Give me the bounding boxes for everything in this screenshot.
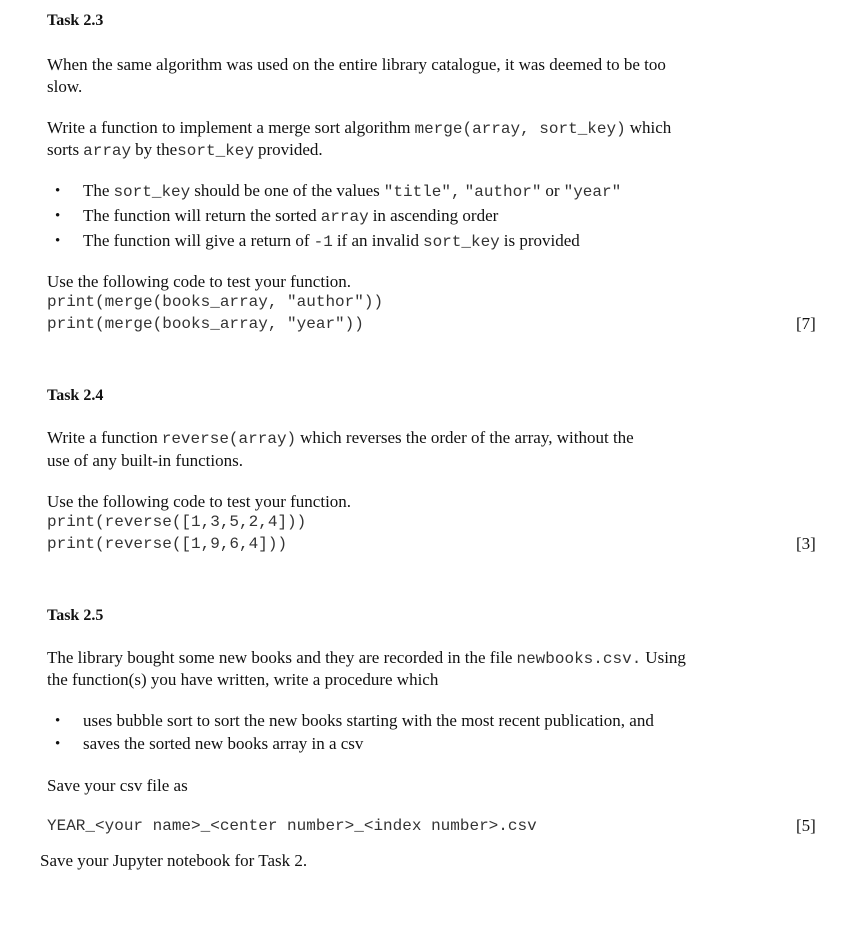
inline-code: array (83, 142, 132, 160)
text: sorts (47, 140, 80, 159)
text: The function will return the sorted (83, 206, 317, 225)
text: is provided (503, 231, 580, 250)
list-item (83, 181, 621, 202)
text: which (629, 118, 672, 137)
text: The library bought some new books and they are recorded in the file (47, 648, 513, 667)
task-2-4-test-intro: Use the following code to test your function. (47, 492, 352, 511)
code-line: print(merge(books_array, "author")) (47, 293, 384, 311)
text: or (545, 181, 560, 200)
bullet-icon: • (55, 208, 61, 224)
task-2-4-para1-line1 (47, 428, 634, 449)
task-2-3-para1-line2: slow. (47, 77, 83, 96)
text: Write a function to implement a merge sort algorithm (47, 118, 411, 137)
inline-code: "year" (563, 183, 622, 201)
text: by the (135, 140, 178, 159)
inline-code: sort_key (177, 142, 254, 160)
text: The (83, 181, 110, 200)
bullet-icon: • (55, 736, 61, 752)
inline-code: newbooks.csv. (516, 650, 642, 668)
task-2-3-para2-line2 (47, 140, 323, 161)
task-2-3-para2-line1 (47, 118, 671, 139)
text: Write a function (47, 428, 158, 447)
text: in ascending order (372, 206, 499, 225)
task-2-5-para1-line1 (47, 648, 686, 669)
inline-code: sort_key (422, 233, 500, 251)
bullet-icon: • (55, 183, 61, 199)
text: Using (645, 648, 686, 667)
marks-label: [5] (796, 816, 816, 835)
marks-label: [3] (796, 534, 816, 553)
filename-code: YEAR_<your name>_<center number>_<index number>.csv (47, 817, 537, 835)
task-2-5-save-intro: Save your csv file as (47, 776, 188, 795)
task-2-4-para1-line2: use of any built-in functions. (47, 451, 243, 470)
inline-code: "author" (464, 183, 542, 201)
bullet-icon: • (55, 713, 61, 729)
inline-code: merge(array, sort_key) (414, 120, 626, 138)
task-2-3-para1-line1: When the same algorithm was used on the entire library catalogue, it was deemed to be too (47, 55, 666, 74)
text: The function will give a return of (83, 231, 310, 250)
text: if an invalid (336, 231, 419, 250)
inline-code: "title", (383, 183, 461, 201)
list-item: uses bubble sort to sort the new books starting with the most recent publication, and (83, 711, 654, 730)
text: provided. (257, 140, 323, 159)
marks-label: [7] (796, 314, 816, 333)
inline-code: array (320, 208, 369, 226)
bullet-icon: • (55, 233, 61, 249)
code-line: print(reverse([1,3,5,2,4])) (47, 513, 307, 531)
task-2-4-heading: Task 2.4 (47, 387, 104, 404)
task-2-5-heading: Task 2.5 (47, 607, 104, 624)
text: should be one of the values (194, 181, 380, 200)
inline-code: sort_key (113, 183, 191, 201)
list-item: saves the sorted new books array in a csv (83, 734, 364, 753)
task-2-3-test-intro: Use the following code to test your function. (47, 272, 352, 291)
list-item (83, 231, 580, 252)
inline-code: -1 (313, 233, 333, 251)
text: which reverses the order of the array, without the (300, 428, 634, 447)
task-2-5-para1-line2: the function(s) you have written, write a procedure which (47, 670, 439, 689)
task-2-3-heading: Task 2.3 (47, 12, 104, 29)
list-item (83, 206, 498, 227)
code-line: print(merge(books_array, "year")) (47, 315, 364, 333)
inline-code: reverse(array) (161, 430, 297, 448)
code-line: print(reverse([1,9,6,4])) (47, 535, 288, 553)
final-note: Save your Jupyter notebook for Task 2. (40, 851, 308, 870)
